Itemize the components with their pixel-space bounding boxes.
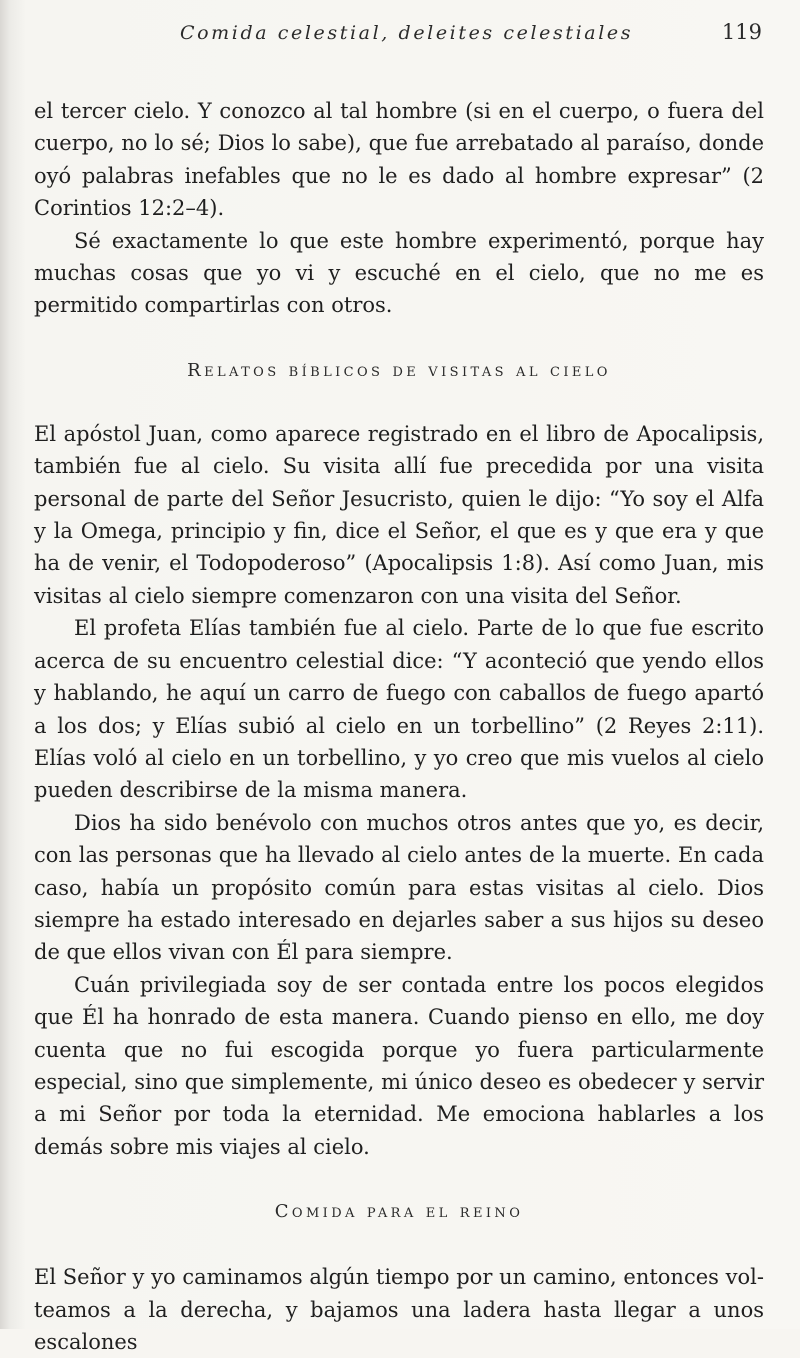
section-heading: Relatos bíblicos de visitas al cielo xyxy=(187,359,611,381)
running-title: Comida celestial, deleites celestiales xyxy=(180,22,634,44)
paragraph: Cuán privilegiada soy de ser contada entre los pocos elegidos que Él ha honrado de esta manera. Cuando pienso en ello, me doy cuenta que no fui escogida porque yo fuera particularmente especial, sino que simplemente, mi único deseo es obedecer y servir a mi Señor por toda la eternidad. Me emociona hablarles a los demás sobre mis viajes al cielo. xyxy=(34,972,764,1159)
paragraph: El apóstol Juan, como aparece registrado en el libro de Apocalipsis, también fue al cielo. Su visita allí fue precedida por una visita personal de parte del Señor Jesucristo, quien le dijo: “Yo soy el Alfa y la Omega, principio y fin, dice el Señor, el que es y que era y que ha de venir, el Todopoderoso” (Apocalipsis 1:8). Así como Juan, mis visitas al cielo siempre comenzaron con una visita del Señor. xyxy=(34,421,764,608)
paragraph: El Señor y yo caminamos algún tiempo por un camino, entonces volteamos a la derecha, y bajamos una ladera hasta llegar a unos escalones xyxy=(34,1265,764,1354)
section-heading: Comida para el reino xyxy=(274,1201,524,1223)
paragraph: Sé exactamente lo que este hombre experimentó, porque hay muchas cosas que yo vi y escuché en el cielo, que no me es permitido compartirlas con otros. xyxy=(34,228,764,318)
paragraph: Dios ha sido benévolo con muchos otros antes que yo, es decir, con las personas que ha llevado al cielo antes de la muerte. En cada caso, había un propósito común para estas visitas al cielo. Dios siempre ha estado interesado en dejarles saber a sus hijos su deseo de que ellos vivan con Él para siempre. xyxy=(34,810,764,965)
paragraph: el tercer cielo. Y conozco al tal hombre (si en el cuerpo, o fuera del cuerpo, no lo sé; Dios lo sabe), que fue arrebatado al paraíso, donde oyó palabras inefables que no le es dado al hombre expresar” (2 Corintios 12:2–4). xyxy=(34,99,764,221)
paragraph: El profeta Elías también fue al cielo. Parte de lo que fue escrito acerca de su encuentro celestial dice: “Y aconteció que yendo ellos y hablando, he aquí un carro de fuego con caballos de fuego apartó a los dos; y Elías subió al cielo en un torbellino” (2 Reyes 2:11). Elías voló al cielo en un torbellino, y yo creo que mis vuelos al cielo pueden describirse de la misma manera. xyxy=(34,616,764,803)
page-number: 119 xyxy=(721,20,762,44)
body-text xyxy=(34,95,764,1358)
